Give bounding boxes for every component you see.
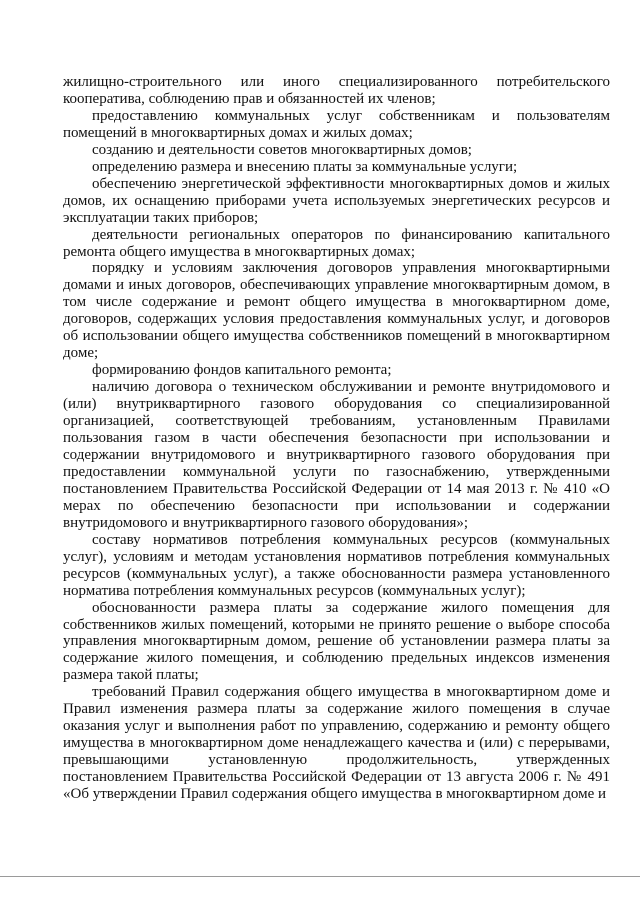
paragraph-housing-cooperative: жилищно-строительного или иного специализированного потребительского кооператива, соблюдению прав и обязанностей их членов; <box>63 74 610 107</box>
paragraph-gas-equipment: наличию договора о техническом обслуживании и ремонте внутридомового и (или) внутриквартирного газового оборудования со специализированной организацией, соответствующей требованиям, установленным Правилами пользования газом в части обеспечения безопасности при использовании и содержании внутридомового и внутриквартирного газового оборудования при предоставлении коммунальной услуги по газоснабжению, утвержденными постановлением Правительства Российской Федерации от 14 мая 2013 г. № 410 «О мерах по обеспечению безопасности при использовании и содержании внутридомового и внутриквартирного газового оборудования»; <box>63 379 610 531</box>
paragraph-energy-efficiency: обеспечению энергетической эффективности многоквартирных домов и жилых домов, их оснащению приборами учета используемых энергетических ресурсов и эксплуатации таких приборов; <box>63 175 610 226</box>
paragraph-utility-services: предоставлению коммунальных услуг собственникам и пользователям помещений в многоквартирных домах и жилых домах; <box>63 107 610 141</box>
paragraph-maintenance-rules: требований Правил содержания общего имущества в многоквартирном доме и Правил изменения размера платы за содержание жилого помещения в случае оказания услуг и выполнения работ по управлению, содержанию и ремонту общего имущества в многоквартирном доме ненадлежащего качества и (или) с перерывами, превышающими установленную продолжительность, утвержденных постановлением Правительства Российской Федерации от 13 августа 2006 г. № 491 «Об утверждении Правил содержания общего имущества в многоквартирном доме и <box>63 684 610 803</box>
scan-edge-line <box>0 876 640 877</box>
paragraph-regional-operators: деятельности региональных операторов по финансированию капитального ремонта общего имущества в многоквартирных домах; <box>63 226 610 260</box>
paragraph-management-contracts: порядку и условиям заключения договоров управления многоквартирными домами и иных договоров, обеспечивающих управление многоквартирным домом, в том числе содержание и ремонт общего имущества в многоквартирном доме, договоров, содержащих условия предоставления коммунальных услуг, и договоров об использовании общего имущества собственников помещений в многоквартирном доме; <box>63 260 610 362</box>
paragraph-utility-payment: определению размера и внесению платы за коммунальные услуги; <box>92 158 518 175</box>
paragraph-housing-fee: обоснованности размера платы за содержание жилого помещения для собственников жилых помещений, которыми не принято решение о выборе способа управления многоквартирным домом, решение об установлении размера платы за содержание жилого помещения, и соблюдению предельных индексов изменения размера такой платы; <box>63 599 610 684</box>
document-body <box>63 74 610 803</box>
paragraph-building-councils: созданию и деятельности советов многоквартирных домов; <box>92 141 472 158</box>
paragraph-repair-funds: формированию фондов капитального ремонта; <box>92 362 392 379</box>
paragraph-consumption-norms: составу нормативов потребления коммунальных ресурсов (коммунальных услуг), условиям и методам установления нормативов потребления коммунальных ресурсов (коммунальных услуг), а также обоснованности размера установленного норматива потребления коммунальных ресурсов (коммунальных услуг); <box>63 531 610 599</box>
